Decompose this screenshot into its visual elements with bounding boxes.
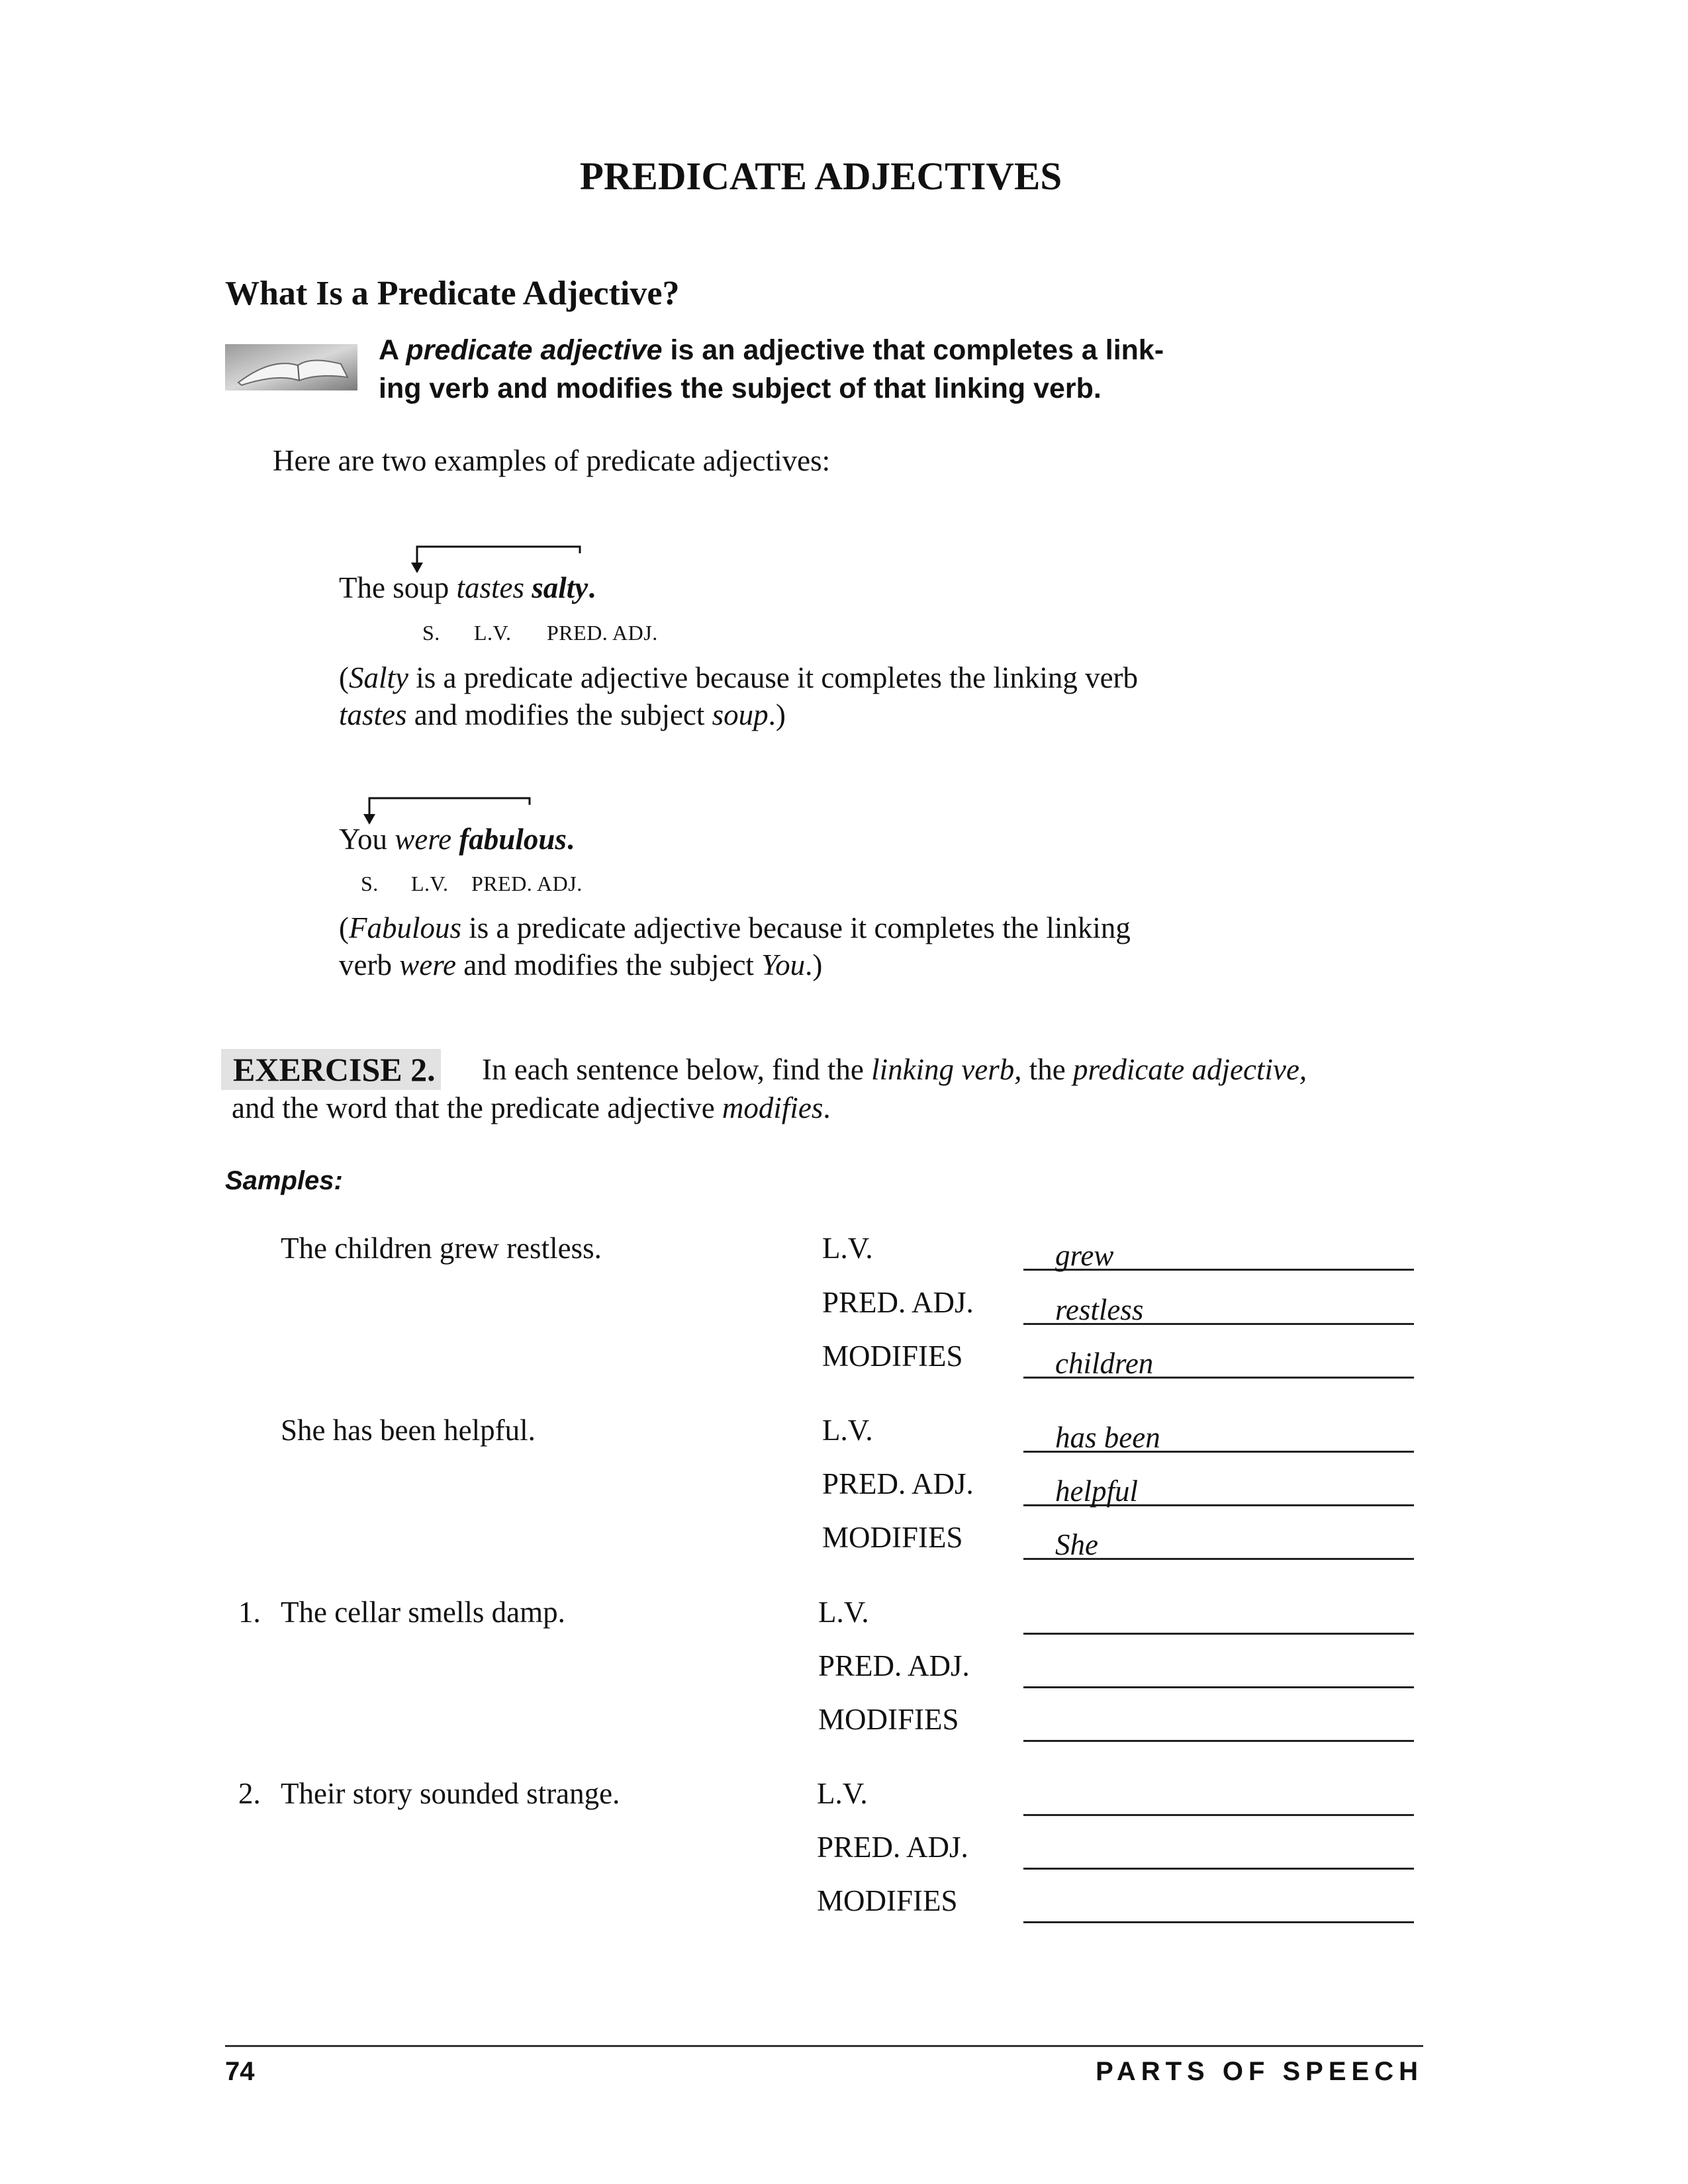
sample-sentence: The children grew restless. [281, 1232, 602, 1265]
field-label-modifies: MODIFIES [818, 1703, 959, 1736]
field-label-pa: PRED. ADJ. [817, 1831, 968, 1864]
field-label-pa: PRED. ADJ. [822, 1467, 974, 1500]
field-label-lv: L.V. [817, 1777, 868, 1810]
example1-label-subject: S. [422, 621, 440, 645]
answer-modifies-field[interactable] [1023, 1897, 1414, 1923]
example2-sentence: You were fabulous. [339, 823, 575, 856]
answer-lv-field[interactable]: grew [1023, 1244, 1414, 1271]
exercise-sentence: Their story sounded strange. [281, 1777, 620, 1810]
exercise-instructions-line1: In each sentence below, find the linking verb, the predicate adjective, [482, 1053, 1307, 1086]
exercise-instructions-line2: and the word that the predicate adjective modifies. [232, 1091, 831, 1124]
book-icon [225, 344, 357, 390]
example2-label-lv: L.V. [411, 872, 449, 895]
example2-label-pa: PRED. ADJ. [471, 872, 583, 895]
definition: A predicate adjective is an adjective that completes a link- ing verb and modifies the subject of that linking verb. [379, 334, 1164, 404]
example1-sentence: The soup tastes salty. [339, 571, 596, 604]
answer-pa-field[interactable] [1023, 1843, 1414, 1870]
answer-modifies-field[interactable] [1023, 1715, 1414, 1742]
field-label-lv: L.V. [818, 1596, 869, 1629]
example1-explanation: (Salty is a predicate adjective because it completes the linking verb tastes and modifies the subject soup.) [339, 661, 1139, 731]
example2-explanation: (Fabulous is a predicate adjective because it completes the linking verb were and modifies the subject You.) [339, 911, 1131, 981]
samples-label: Samples: [225, 1166, 343, 1195]
example2-label-subject: S. [361, 872, 379, 895]
example1-label-lv: L.V. [474, 621, 512, 645]
footer-rule [225, 2045, 1423, 2047]
field-label-modifies: MODIFIES [822, 1521, 963, 1554]
answer-lv-field[interactable] [1023, 1790, 1414, 1816]
answer-pa-field[interactable] [1023, 1662, 1414, 1688]
field-label-lv: L.V. [822, 1232, 873, 1265]
field-label-modifies: MODIFIES [822, 1340, 963, 1373]
field-label-lv: L.V. [822, 1414, 873, 1447]
answer-pa-field[interactable]: restless [1023, 1298, 1414, 1325]
item-number: 1. [238, 1596, 261, 1629]
answer-lv-field[interactable]: has been [1023, 1426, 1414, 1453]
exercise-label: EXERCISE 2. [221, 1049, 441, 1090]
page-number: 74 [225, 2057, 255, 2086]
field-label-modifies: MODIFIES [817, 1884, 958, 1917]
answer-modifies-field[interactable]: She [1023, 1533, 1414, 1560]
answer-modifies-field[interactable]: children [1023, 1352, 1414, 1379]
intro-text: Here are two examples of predicate adjectives: [273, 444, 831, 477]
field-label-pa: PRED. ADJ. [822, 1286, 974, 1319]
footer-section: PARTS OF SPEECH [1096, 2057, 1423, 2086]
answer-pa-field[interactable]: helpful [1023, 1480, 1414, 1506]
example1-label-pa: PRED. ADJ. [547, 621, 658, 645]
item-number: 2. [238, 1777, 261, 1810]
page-title: PREDICATE ADJECTIVES [579, 154, 1062, 198]
answer-lv-field[interactable] [1023, 1608, 1414, 1635]
definition-term: predicate adjective [406, 334, 663, 366]
sample-sentence: She has been helpful. [281, 1414, 536, 1447]
field-label-pa: PRED. ADJ. [818, 1649, 970, 1682]
exercise-sentence: The cellar smells damp. [281, 1596, 565, 1629]
section-heading: What Is a Predicate Adjective? [225, 275, 680, 312]
